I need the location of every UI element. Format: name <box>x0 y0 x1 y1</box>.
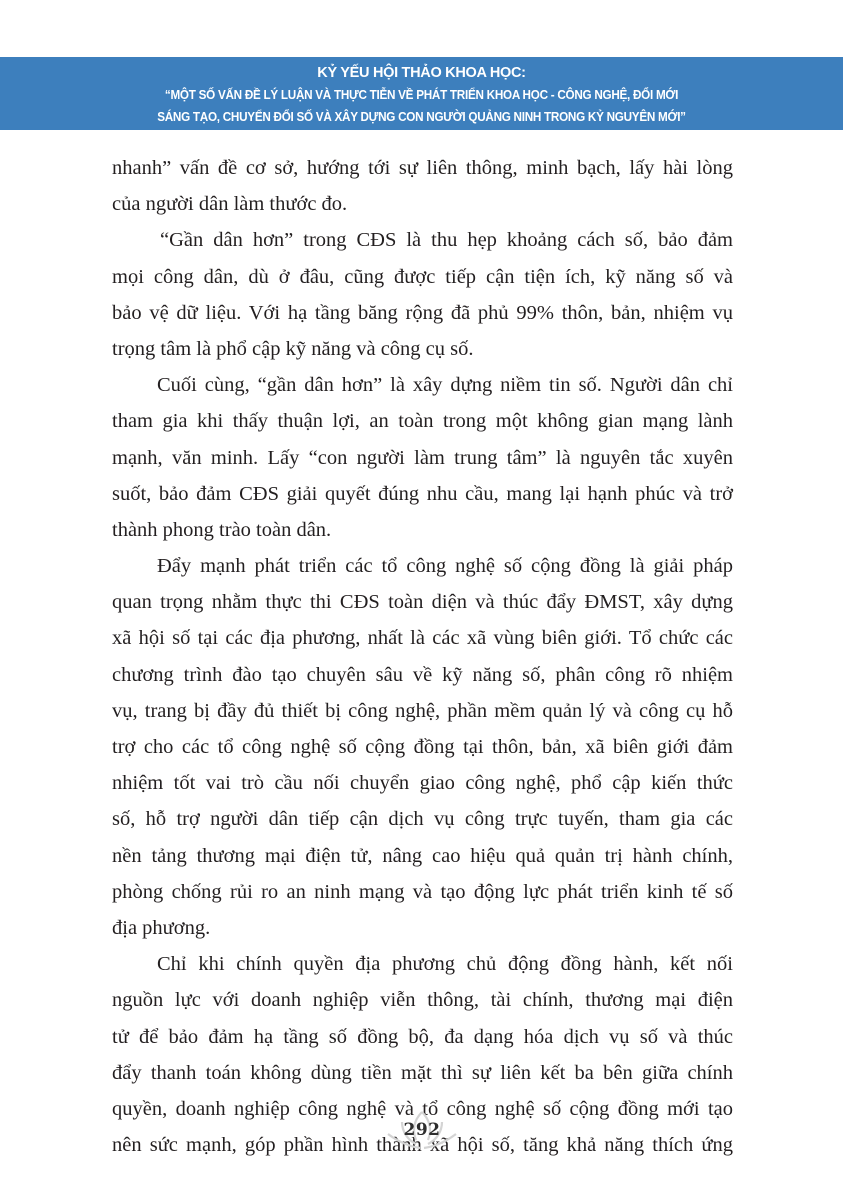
text-line: phòng chống rủi ro an ninh mạng và tạo động lực phát triển kinh tế số <box>112 880 733 903</box>
text-line: quan trọng nhằm thực thi CĐS toàn diện và thúc đẩy ĐMST, xây dựng <box>112 591 733 614</box>
text-line: nền tảng thương mại điện tử, nâng cao hiệu quả quản trị hành chính, <box>112 844 733 867</box>
text-line: mọi công dân, dù ở đâu, cũng được tiếp cận tiện ích, kỹ năng số và <box>112 265 733 288</box>
text-line: nguồn lực với doanh nghiệp viễn thông, tài chính, thương mại điện <box>112 989 733 1012</box>
page-number: 292 <box>403 1120 441 1140</box>
text-line: bảo vệ dữ liệu. Với hạ tầng băng rộng đã phủ 99% thôn, bản, nhiệm vụ <box>112 301 733 324</box>
conference-title-line-1: “MỘT SỐ VẤN ĐỀ LÝ LUẬN VÀ THỰC TIỄN VỀ PHÁT TRIỂN KHOA HỌC - CÔNG NGHỆ, ĐỔI MỚI <box>164 88 679 102</box>
text-line: số, hỗ trợ người dân tiếp cận dịch vụ công trực tuyến, tham gia các <box>112 808 733 831</box>
text-line: xã hội số tại các địa phương, nhất là các xã vùng biên giới. Tổ chức các <box>112 627 733 650</box>
text-line: trọng tâm là phổ cập kỹ năng và công cụ số. <box>112 337 474 360</box>
proceedings-title: KỶ YẾU HỘI THẢO KHOA HỌC: <box>317 65 526 81</box>
body-text <box>112 150 733 1163</box>
text-line: trợ cho các tổ công nghệ số cộng đồng tại thôn, bản, xã biên giới đảm <box>112 736 733 758</box>
text-line: địa phương. <box>112 916 211 939</box>
text-line: quyền, doanh nghiệp công nghệ và tổ công nghệ số cộng đồng mới tạo <box>112 1097 733 1120</box>
text-line: của người dân làm thước đo. <box>112 193 348 216</box>
paragraph-start: Cuối cùng, “gần dân hơn” là xây dựng niềm tin số. Người dân chỉ <box>157 374 733 397</box>
paragraph-start: Chỉ khi chính quyền địa phương chủ động đồng hành, kết nối <box>157 953 733 976</box>
text-line: mạnh, văn minh. Lấy “con người làm trung tâm” là nguyên tắc xuyên <box>112 446 733 469</box>
text-line: nên sức mạnh, góp phần hình thành xã hội số, tăng khả năng thích ứng <box>112 1134 733 1157</box>
text-line: thành phong trào toàn dân. <box>112 518 332 541</box>
text-line: vụ, trang bị đầy đủ thiết bị công nghệ, phần mềm quản lý và công cụ hỗ <box>112 699 733 722</box>
text-line: tử để bảo đảm hạ tầng số đồng bộ, đa dạng hóa dịch vụ số và thúc <box>112 1025 733 1048</box>
text-line: chương trình đào tạo chuyên sâu về kỹ năng số, phân công rõ nhiệm <box>112 663 733 686</box>
text-line: nhanh” vấn đề cơ sở, hướng tới sự liên thông, minh bạch, lấy hài lòng <box>112 157 733 179</box>
paragraph-start: “Gần dân hơn” trong CĐS là thu hẹp khoảng cách số, bảo đảm <box>160 229 733 252</box>
paragraph-start: Đẩy mạnh phát triển các tổ công nghệ số cộng đồng là giải pháp <box>157 555 733 578</box>
text-line: suốt, bảo đảm CĐS giải quyết đúng nhu cầu, mang lại hạnh phúc và trở <box>112 482 733 505</box>
text-line: đẩy thanh toán không dùng tiền mặt thì sự liên kết ba bên giữa chính <box>112 1061 733 1084</box>
page-number-badge <box>372 1108 472 1154</box>
conference-title-line-2: SÁNG TẠO, CHUYỂN ĐỔI SỐ VÀ XÂY DỰNG CON NGƯỜI QUẢNG NINH TRONG KỶ NGUYÊN MỚI” <box>157 110 686 124</box>
text-line: nhiệm tốt vai trò cầu nối chuyển giao công nghệ, phổ cập kiến thức <box>112 772 733 795</box>
header-banner <box>0 57 843 130</box>
text-line: tham gia khi thấy thuận lợi, an toàn trong một không gian mạng lành <box>112 410 733 433</box>
